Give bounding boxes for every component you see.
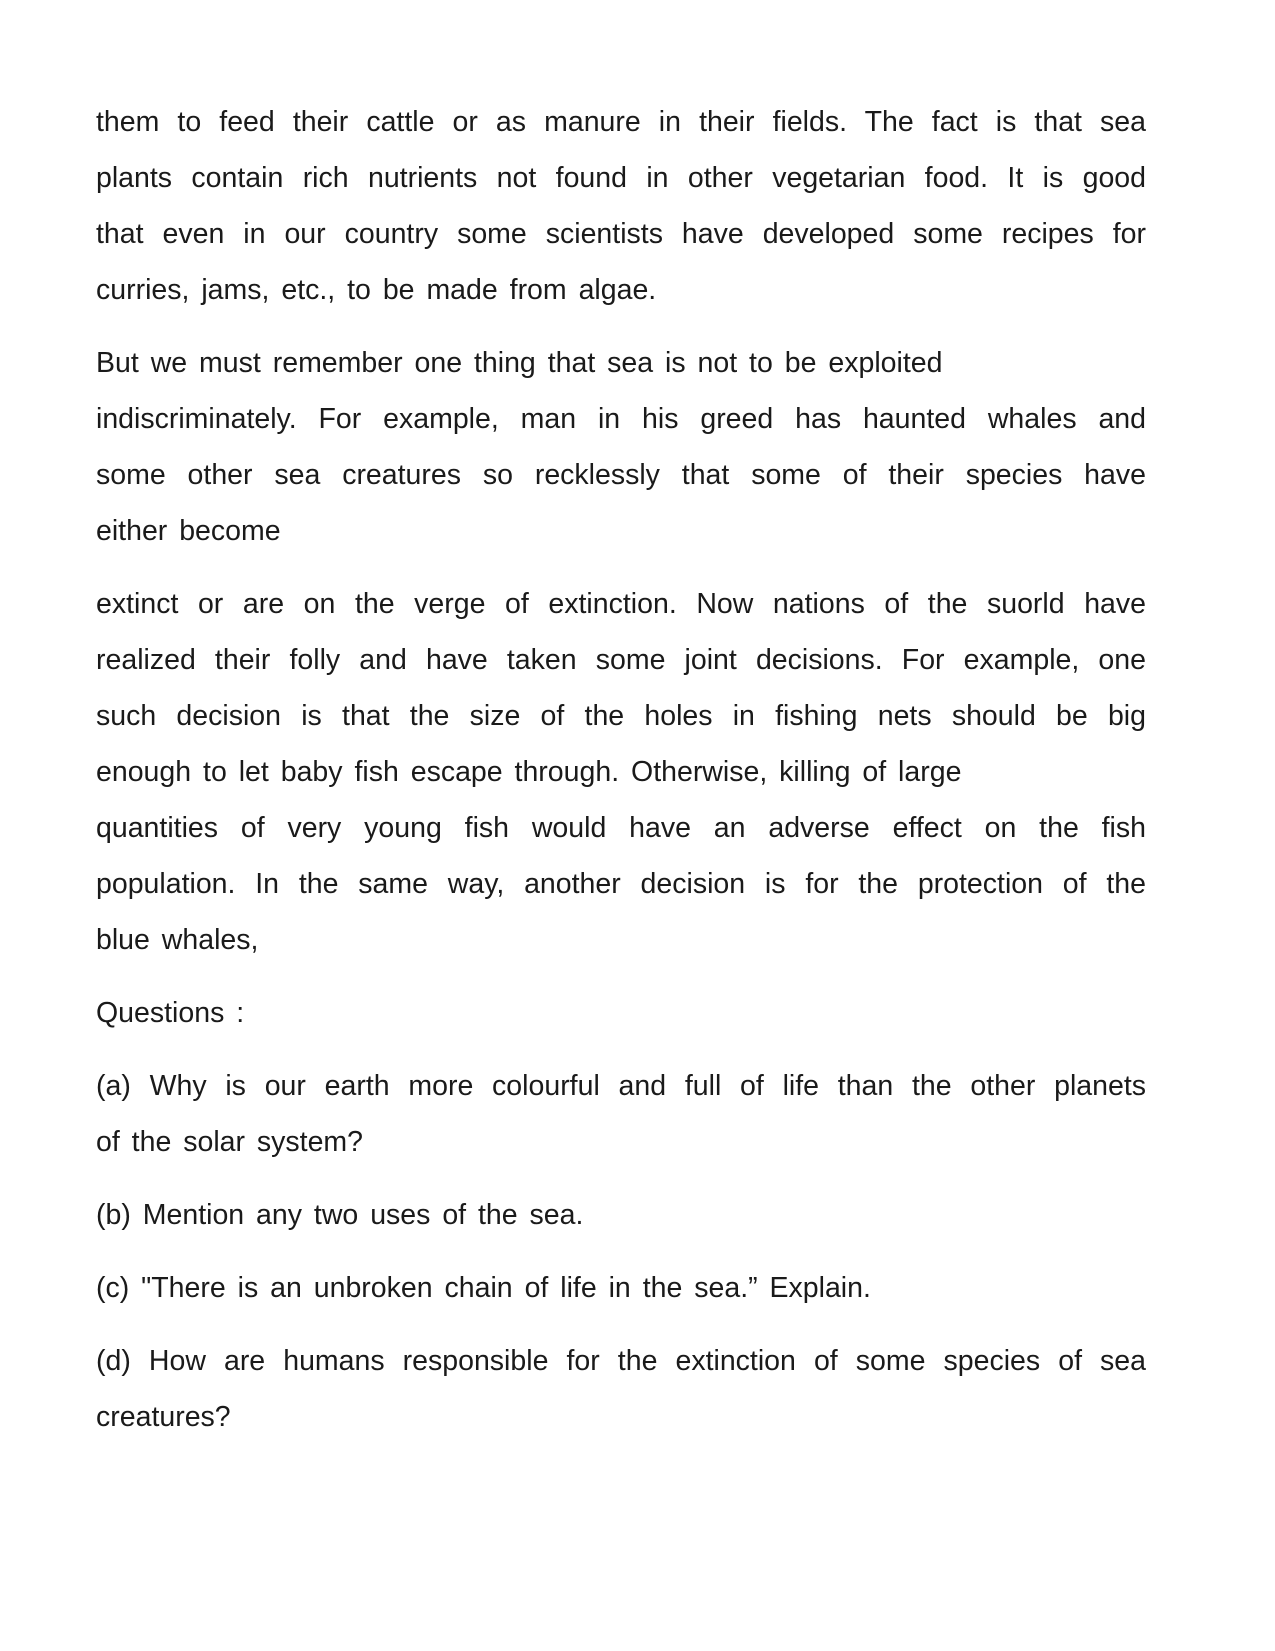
- text-line: creatures?: [96, 1401, 231, 1433]
- question-c: [96, 1260, 1146, 1316]
- text-line: plants contain rich nutrients not found in other vegetarian food. It is good: [96, 162, 1146, 194]
- question-d: [96, 1333, 1146, 1445]
- text-line: either become: [96, 515, 281, 547]
- text-line: But we must remember one thing that sea is not to be exploited: [96, 347, 943, 379]
- text-line: that even in our country some scientists have developed some recipes for: [96, 218, 1146, 250]
- paragraph-sea-plants: [96, 94, 1146, 318]
- text-line: extinct or are on the verge of extinction. Now nations of the suorld have: [96, 588, 1146, 620]
- question-b: [96, 1187, 1146, 1243]
- text-line: some other sea creatures so recklessly that some of their species have: [96, 459, 1146, 491]
- text-line: (b) Mention any two uses of the sea.: [96, 1199, 584, 1231]
- text-line: realized their folly and have taken some joint decisions. For example, one: [96, 644, 1146, 676]
- question-a: [96, 1058, 1146, 1170]
- text-line: (a) Why is our earth more colourful and full of life than the other planets: [96, 1070, 1146, 1102]
- questions-heading: [96, 985, 1146, 1041]
- text-line: (d) How are humans responsible for the extinction of some species of sea: [96, 1345, 1146, 1377]
- text-line: enough to let baby fish escape through. Otherwise, killing of large: [96, 756, 962, 788]
- text-line: quantities of very young fish would have an adverse effect on the fish: [96, 812, 1146, 844]
- text-line: them to feed their cattle or as manure in their fields. The fact is that sea: [96, 106, 1146, 138]
- paragraph-exploitation: [96, 335, 1146, 559]
- text-line: indiscriminately. For example, man in his greed has haunted whales and: [96, 403, 1146, 435]
- text-line: such decision is that the size of the holes in fishing nets should be big: [96, 700, 1146, 732]
- text-line: (c) "There is an unbroken chain of life in the sea.” Explain.: [96, 1272, 871, 1304]
- text-line: blue whales,: [96, 924, 259, 956]
- heading-text: Questions :: [96, 997, 245, 1029]
- text-line: of the solar system?: [96, 1126, 364, 1158]
- text-line: curries, jams, etc., to be made from algae.: [96, 274, 657, 306]
- paragraph-extinction: [96, 576, 1146, 968]
- text-line: population. In the same way, another decision is for the protection of the: [96, 868, 1146, 900]
- document-page: [96, 94, 1146, 1462]
